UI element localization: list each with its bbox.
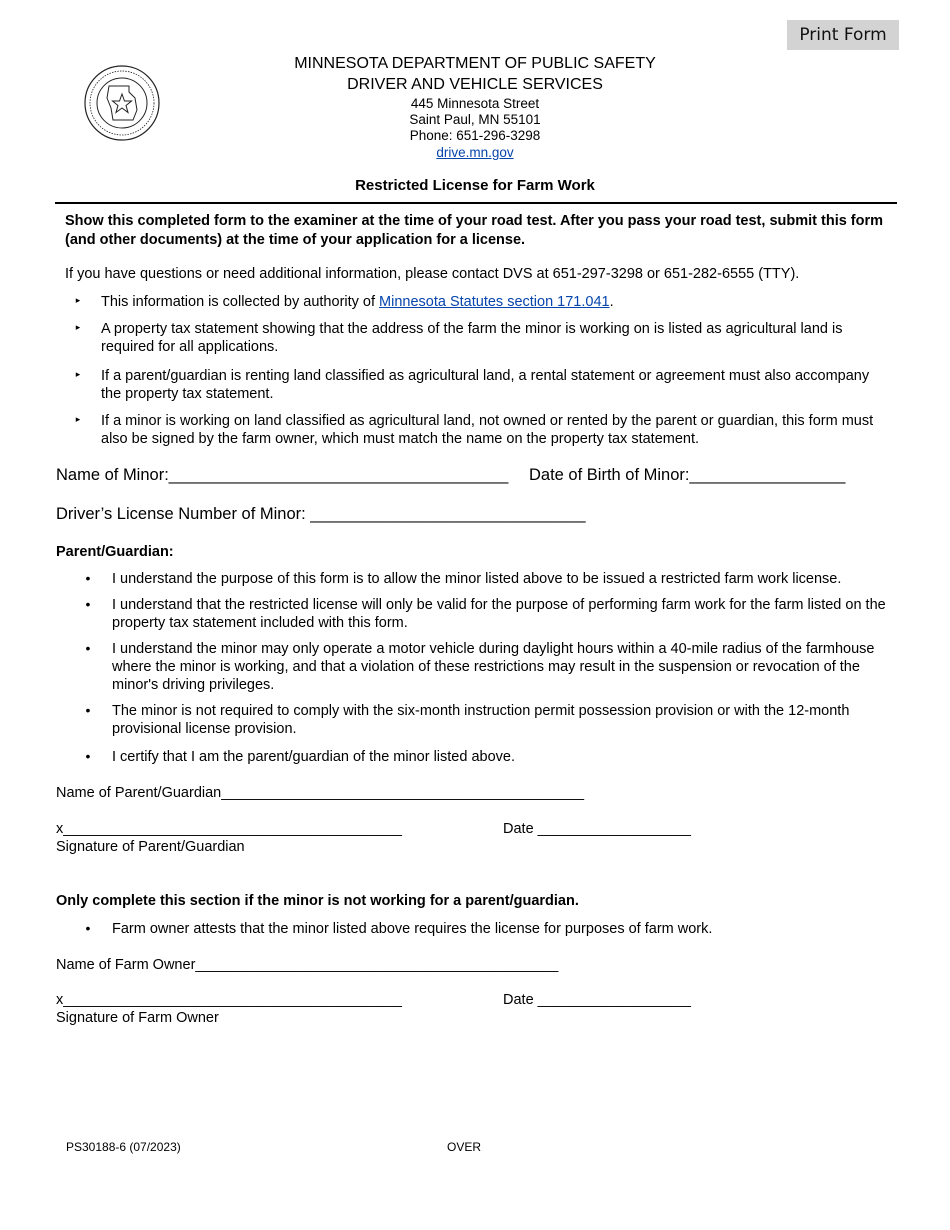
address-street: 445 Minnesota Street bbox=[410, 96, 540, 111]
parent-statement-exemption: The minor is not required to comply with the six-month instruction permit possession provision or with the 12-month provisional license provision. bbox=[112, 703, 850, 737]
farm-owner-signature-label: Signature of Farm Owner bbox=[56, 1010, 219, 1026]
parent-signature-field[interactable]: x__________________________________________ bbox=[56, 821, 402, 837]
parent-name-field[interactable]: Name of Parent/Guardian_____________________________________________ bbox=[56, 785, 585, 801]
print-form-button[interactable]: Print Form bbox=[787, 20, 899, 50]
parent-statement-validity: I understand that the restricted license will only be valid for the purpose of performing farm work for the farm listed on the property tax statement included with this form. bbox=[112, 597, 886, 631]
website-line bbox=[225, 145, 725, 160]
bullet-icon: • bbox=[85, 596, 91, 612]
department-name: MINNESOTA DEPARTMENT OF PUBLIC SAFETY bbox=[294, 55, 656, 72]
bullet-icon: ▸ bbox=[75, 322, 81, 332]
farm-owner-date-field[interactable]: Date ___________________ bbox=[503, 992, 691, 1008]
bullet-icon: ▸ bbox=[75, 414, 81, 424]
bullet-icon: • bbox=[85, 640, 91, 656]
phone-number: Phone: 651-296-3298 bbox=[409, 128, 541, 143]
address-city: Saint Paul, MN 55101 bbox=[409, 112, 541, 127]
bullet-icon: • bbox=[85, 920, 91, 936]
farm-owner-attestation: Farm owner attests that the minor listed above requires the license for purposes of farm work. bbox=[112, 921, 713, 937]
license-number-field[interactable]: Driver’s License Number of Minor: ______________________________ bbox=[56, 505, 586, 523]
authority-period: . bbox=[609, 294, 614, 310]
website-link[interactable]: drive.mn.gov bbox=[436, 145, 514, 160]
parent-statement-certify: I certify that I am the parent/guardian of the minor listed above. bbox=[112, 749, 515, 765]
parent-date-field[interactable]: Date ___________________ bbox=[503, 821, 691, 837]
farm-owner-signature-field[interactable]: x__________________________________________ bbox=[56, 992, 402, 1008]
bullet-icon: ▸ bbox=[75, 369, 81, 379]
division-name: DRIVER AND VEHICLE SERVICES bbox=[347, 76, 603, 93]
bullet-icon: ▸ bbox=[75, 295, 81, 305]
name-of-minor-field[interactable]: Name of Minor:_____________________________________ bbox=[56, 466, 509, 484]
authority-text: This information is collected by authority of bbox=[101, 294, 380, 310]
parent-signature-label: Signature of Parent/Guardian bbox=[56, 839, 245, 855]
info-bullet-tax-statement: A property tax statement showing that the address of the farm the minor is working on is listed as agricultural land is required for all applications. bbox=[101, 321, 843, 355]
over-note: OVER bbox=[447, 1140, 482, 1154]
parent-statement-restrictions: I understand the minor may only operate a motor vehicle during daylight hours within a 40-mile radius of the farmhouse where the minor is working, and that a violation of these restrictions may result in the suspension or revocation of the minor's driving privileges. bbox=[112, 641, 875, 693]
contact-info: If you have questions or need additional information, please contact DVS at 651-297-3298 or 651-282-6555 (TTY). bbox=[65, 266, 800, 282]
farm-owner-heading: Only complete this section if the minor is not working for a parent/guardian. bbox=[56, 893, 579, 909]
dob-of-minor-field[interactable]: Date of Birth of Minor:_________________ bbox=[529, 466, 846, 484]
state-seal-icon bbox=[83, 64, 161, 142]
info-bullet-authority bbox=[101, 293, 891, 311]
title-divider bbox=[55, 202, 897, 204]
bullet-icon: • bbox=[85, 702, 91, 718]
form-number: PS30188-6 (07/2023) bbox=[66, 1140, 181, 1154]
parent-statement-purpose: I understand the purpose of this form is to allow the minor listed above to be issued a restricted farm work license. bbox=[112, 571, 842, 587]
statutes-link[interactable]: Minnesota Statutes section 171.041 bbox=[379, 294, 610, 310]
bullet-icon: • bbox=[85, 748, 91, 764]
info-bullet-farm-owner: If a minor is working on land classified as agricultural land, not owned or rented by the parent or guardian, this form must also be signed by the farm owner, which must match the name on the property tax statement. bbox=[101, 413, 874, 447]
form-title: Restricted License for Farm Work bbox=[355, 177, 595, 194]
info-bullet-rental: If a parent/guardian is renting land classified as agricultural land, a rental statement or agreement must also accompany the property tax statement. bbox=[101, 368, 870, 402]
intro-instructions: Show this completed form to the examiner at the time of your road test. After you pass your road test, submit this form (and other documents) at the time of your application for a license. bbox=[65, 213, 884, 248]
bullet-icon: • bbox=[85, 570, 91, 586]
farm-owner-name-field[interactable]: Name of Farm Owner_____________________________________________ bbox=[56, 957, 559, 973]
parent-guardian-heading: Parent/Guardian: bbox=[56, 544, 174, 560]
